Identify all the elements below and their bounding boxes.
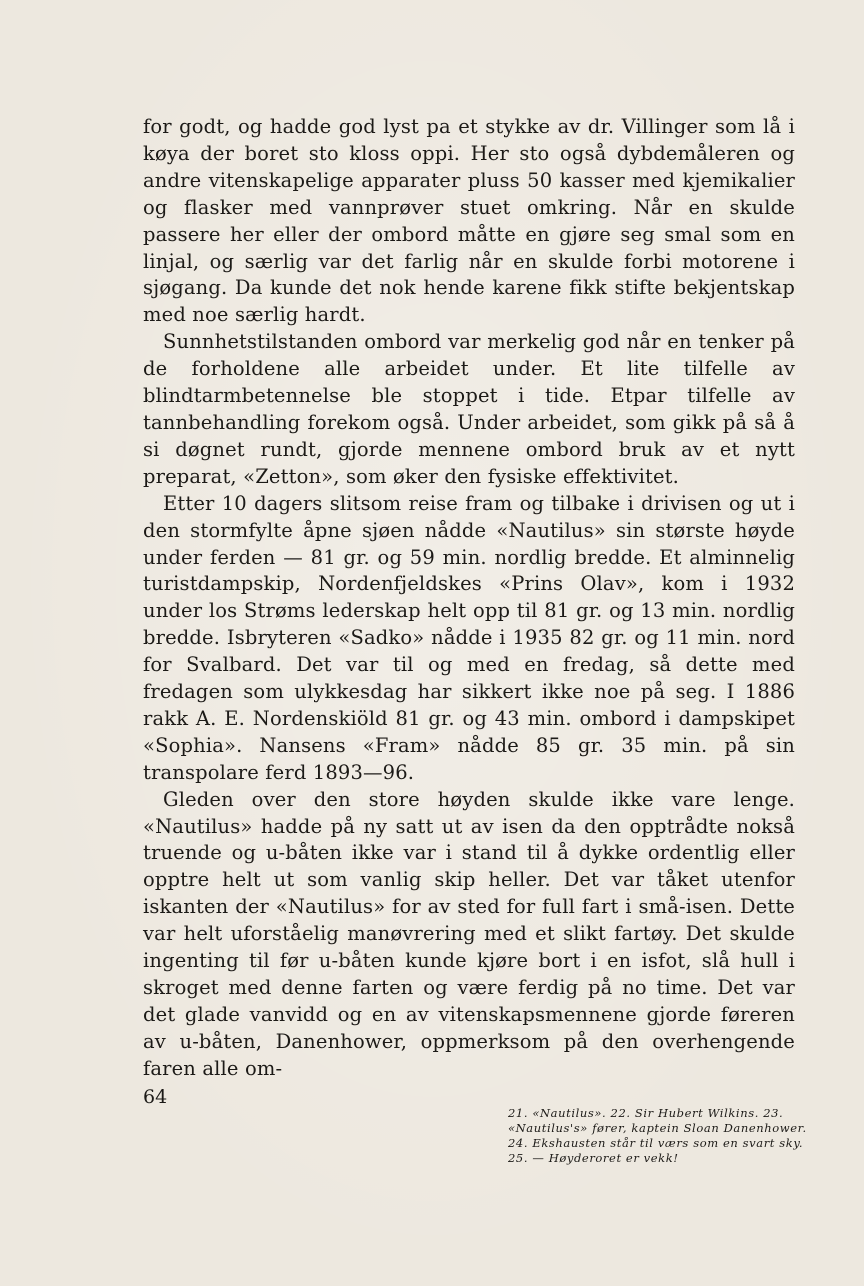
- caption-line: 21. «Nautilus». 22. Sir Hubert Wilkins. 23.: [508, 1106, 784, 1120]
- figure-captions: [508, 1106, 853, 1166]
- paragraph-1: for godt, og hadde god lyst pa et stykke av dr. Villinger som lå i køya der boret sto kloss oppi. Her sto også dybdemåleren og andre vitenskapelige apparater pluss 50 kasser med kjemikalier og flasker med vannprøver stuet omkring. Når en skulde passere her eller der ombord måtte en gjøre seg smal som en linjal, og særlig var det farlig når en skulde forbi motorene i sjøgang. Da kunde det nok hende karene fikk stifte bekjentskap med noe særlig hardt.: [143, 115, 795, 327]
- main-text: [143, 114, 795, 1083]
- caption-line: «Nautilus's» fører, kaptein Sloan Danenhower.: [508, 1121, 807, 1135]
- paragraph-4: Gleden over den store høyden skulde ikke vare lenge. «Nautilus» hadde på ny satt ut av isen da den opptrådte nokså truende og u-båten ikke var i stand til å dykke ordentlig eller opptre helt ut som vanlig skip heller. Det var tåket utenfor iskanten der «Nautilus» for av sted for full fart i små-isen. Dette var helt uforståelig manøvrering med et slikt fartøy. Det skulde ingenting til før u-båten kunde kjøre bort i en isfot, slå hull i skroget med denne farten og være ferdig på no time. Det var det glade vanvidd og en av vitenskapsmennene gjorde føreren av u-båten, Danenhower, oppmerksom på den overhengende faren alle om-: [143, 787, 795, 1080]
- caption-line: 24. Ekshausten står til værs som en svart sky.: [508, 1136, 804, 1150]
- paragraph-3: Etter 10 dagers slitsom reise fram og tilbake i drivisen og ut i den stormfylte åpne sjøen nådde «Nautilus» sin største høyde under ferden — 81 gr. og 59 min. nordlig bredde. Et alminnelig turistdampskip, Nordenfjeldskes «Prins Olav», kom i 1932 under los Strøms lederskap helt opp til 81 gr. og 13 min. nordlig bredde. Isbryteren «Sadko» nådde i 1935 82 gr. og 11 min. nord for Svalbard. Det var til og med en fredag, så dette med fredagen som ulykkesdag har sikkert ikke noe på seg. I 1886 rakk A. E. Nordenskiöld 81 gr. og 43 min. ombord i dampskipet «Sophia». Nansens «Fram» nådde 85 gr. 35 min. på sin transpolare ferd 1893—96.: [143, 491, 795, 784]
- paragraph-2: Sunnhetstilstanden ombord var merkelig god når en tenker på de forholdene alle arbeidet under. Et lite tilfelle av blindtarmbetennelse ble stoppet i tide. Etpar tilfelle av tannbehandling forekom også. Under arbeidet, som gikk på så å si døgnet rundt, gjorde mennene ombord bruk av et nytt preparat, «Zetton», som øker den fysiske effektivitet.: [143, 330, 795, 488]
- caption-line: 25. — Høyderoret er vekk!: [508, 1151, 679, 1165]
- page-number: 64: [143, 1086, 168, 1108]
